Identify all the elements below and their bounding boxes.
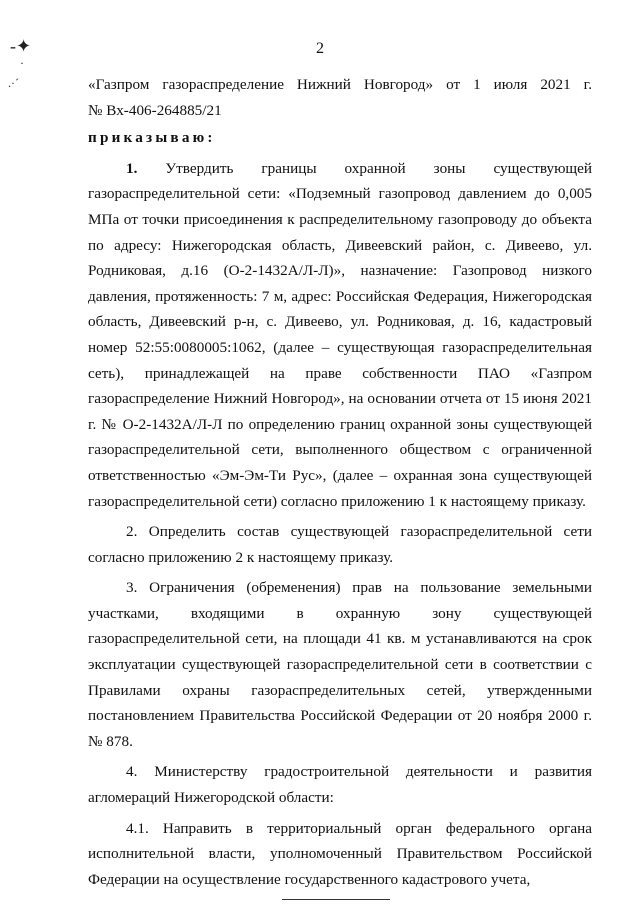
scan-artifact-mark: -✦ <box>10 36 32 56</box>
header-line-2: № Вх-406-264885/21 <box>88 101 222 119</box>
paragraph-1-number: 1. <box>126 159 138 177</box>
paragraph-1 <box>88 156 592 514</box>
decree-heading: приказываю: <box>88 129 216 147</box>
scan-artifact-mark: · <box>20 56 24 70</box>
scan-artifact-mark: .·´ <box>8 76 19 90</box>
page-number: 2 <box>316 40 324 57</box>
paragraph-3: 3. Ограничения (обременения) прав на пользование земельными участками, входящими в охранную зону существующей газораспределительной сети, на площади 41 кв. м устанавливаются на срок эксплуатации существующей газораспределительной сети в соответствии с Правилами охраны газораспределительных сетей, утвержденными постановлением Правительства Российской Федерации от 20 ноября 2000 г. № 878. <box>88 579 592 750</box>
paragraph-2: 2. Определить состав существующей газораспределительной сети согласно приложению 2 к настоящему приказу. <box>88 523 592 566</box>
paragraph-4: 4. Министерству градостроительной деятельности и развития агломераций Нижегородской области: <box>88 763 592 807</box>
paragraph-1-text: Утвердить границы охранной зоны существующей газораспределительной сети: «Подземный газопровод давлением до 0,005 МПа от точки присоединения к распределительному газопроводу до объекта по адресу: Нижегородская область, Дивеевский район, с. Дивеево, ул. Родниковая, д.16 (О-2-1432А/Л-Л)», назначение: Газопровод низкого давления, протяженность: 7 м, адрес: Российская Федерация, Нижегородская область, Дивеевский р-н, с. Дивеево, ул. Родниковая, д. 16, кадастровый номер 52:55:0080005:1062, (далее – существующая газораспределительная сеть), принадлежащей на праве собственности ПАО «Газпром газораспределение Нижний Новгород», на основании отчета от 15 июня 2021 г. № О-2-1432А/Л-Л по определению границ охранной зоны существующей газораспределительной сети, выполненного обществом с ограниченной ответственностью «Эм-Эм-Ти Рус», (далее – охранная зона существующей газораспределительной сети) согласно приложению 1 к настоящему приказу. <box>88 159 592 510</box>
footer-divider <box>282 899 390 900</box>
header-line-1: «Газпром газораспределение Нижний Новгород» от 1 июля 2021 г. <box>88 76 592 93</box>
paragraph-4-1: 4.1. Направить в территориальный орган федерального органа исполнительной власти, уполномоченный Правительством Российской Федерации на осуществление государственного кадастрового учета, <box>88 819 592 888</box>
document-body <box>88 72 592 892</box>
